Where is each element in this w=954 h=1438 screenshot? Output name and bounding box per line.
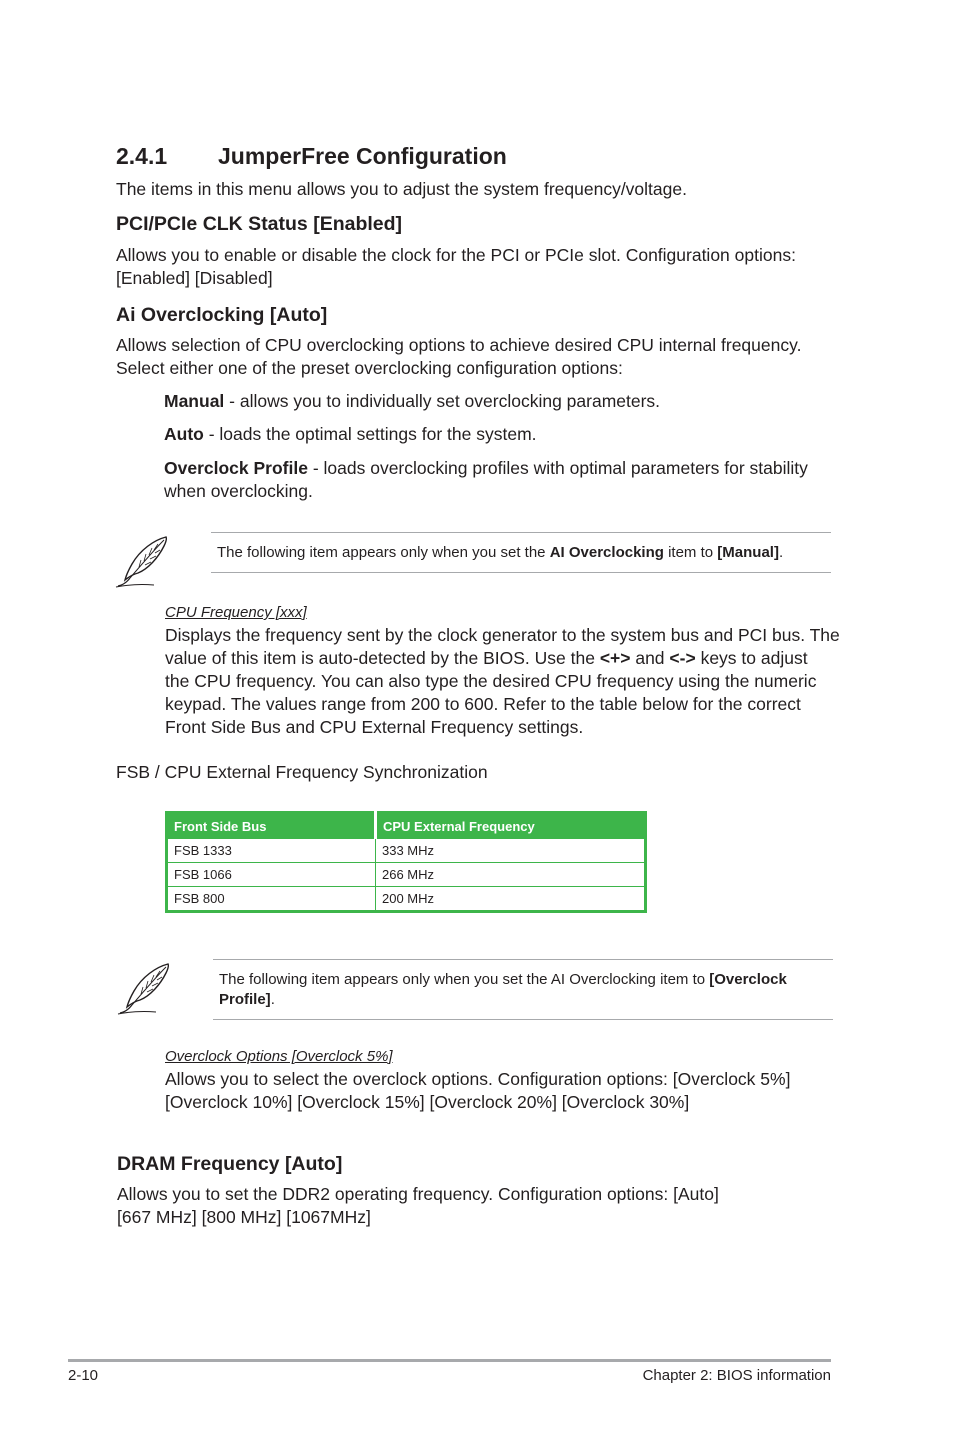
table-cell: FSB 800 bbox=[167, 887, 376, 912]
table-row bbox=[167, 839, 646, 863]
cpu-freq-line2 bbox=[165, 647, 845, 670]
note1-text bbox=[217, 543, 783, 563]
note1-top-rule bbox=[211, 532, 831, 533]
cpu-frequency-description bbox=[165, 624, 845, 739]
dram-line1: Allows you to set the DDR2 operating frequency. Configuration options: [Auto] bbox=[117, 1184, 719, 1204]
cpu-frequency-title: CPU Frequency [xxx] bbox=[165, 604, 307, 621]
note1-post: . bbox=[778, 544, 784, 561]
fsb-frequency-table bbox=[165, 811, 647, 913]
ai-overclocking-heading: Ai Overclocking [Auto] bbox=[116, 304, 328, 326]
note2-bold2: Profile] bbox=[219, 991, 271, 1008]
cpu-freq-line3: the CPU frequency. You can also type the desired CPU frequency using the numeric bbox=[165, 671, 817, 691]
cpu-freq-line2-and: and bbox=[630, 648, 670, 668]
table-header-row bbox=[167, 813, 646, 839]
note1-pre: The following item appears only when you set the bbox=[217, 544, 550, 561]
option-auto-desc: - loads the optimal settings for the system. bbox=[203, 424, 537, 444]
key-plus: <+> bbox=[599, 648, 631, 668]
section-title: JumperFree Configuration bbox=[218, 143, 507, 169]
note2-text bbox=[219, 970, 819, 1010]
option-manual-term: Manual bbox=[164, 391, 225, 411]
ai-overclocking-line2: Select either one of the preset overclocking configuration options: bbox=[116, 358, 623, 378]
option-profile-desc2: when overclocking. bbox=[164, 481, 313, 501]
option-profile-term: Overclock Profile bbox=[164, 458, 308, 478]
cpu-freq-line5: Front Side Bus and CPU External Frequency settings. bbox=[165, 717, 584, 737]
option-auto-term: Auto bbox=[164, 424, 204, 444]
note1-bold1: AI Overclocking bbox=[549, 544, 664, 561]
section-number: 2.4.1 bbox=[116, 143, 168, 169]
note1-bottom-rule bbox=[211, 572, 831, 573]
option-profile-desc1: - loads overclocking profiles with optimal parameters for stability bbox=[307, 458, 808, 478]
cpu-freq-line4: keypad. The values range from 200 to 600. Refer to the table below for the correct bbox=[165, 694, 801, 714]
dram-frequency-description bbox=[117, 1183, 817, 1229]
note2-pre: The following item appears only when you set the AI Overclocking item to bbox=[219, 971, 710, 988]
pci-clk-line1: Allows you to enable or disable the clock for the PCI or PCIe slot. Configuration options: bbox=[116, 245, 796, 265]
note1-mid: item to bbox=[663, 544, 718, 561]
option-manual-desc: - allows you to individually set overclocking parameters. bbox=[224, 391, 661, 411]
option-overclock-profile bbox=[164, 457, 844, 503]
note2-top-rule bbox=[213, 959, 833, 960]
pci-clk-line2: [Enabled] [Disabled] bbox=[116, 268, 273, 288]
option-auto bbox=[164, 423, 537, 446]
footer-chapter: Chapter 2: BIOS information bbox=[642, 1367, 831, 1384]
option-manual bbox=[164, 390, 660, 413]
note1-bold2: [Manual] bbox=[717, 544, 779, 561]
dram-line2: [667 MHz] [800 MHz] [1067MHz] bbox=[117, 1207, 371, 1227]
table-cell: 333 MHz bbox=[376, 839, 646, 863]
cpu-freq-line1: Displays the frequency sent by the clock generator to the system bus and PCI bus. The bbox=[165, 625, 840, 645]
dram-frequency-heading: DRAM Frequency [Auto] bbox=[117, 1153, 343, 1175]
note2-bold1: [Overclock bbox=[709, 971, 787, 988]
table-cell: 200 MHz bbox=[376, 887, 646, 912]
intro-text: The items in this menu allows you to adjust the system frequency/voltage. bbox=[116, 179, 687, 199]
feather-note-icon bbox=[116, 961, 174, 1017]
cpu-freq-line2-pre: value of this item is auto-detected by the BIOS. Use the bbox=[165, 648, 600, 668]
note2-bottom-rule bbox=[213, 1019, 833, 1020]
oc-options-line2: [Overclock 10%] [Overclock 15%] [Overclock 20%] [Overclock 30%] bbox=[165, 1092, 690, 1112]
table-row bbox=[167, 887, 646, 912]
table-cell: FSB 1333 bbox=[167, 839, 376, 863]
table-cell: 266 MHz bbox=[376, 863, 646, 887]
table-caption: FSB / CPU External Frequency Synchronization bbox=[116, 762, 488, 782]
table-header-fsb: Front Side Bus bbox=[167, 813, 376, 839]
note2-post: . bbox=[270, 991, 275, 1008]
feather-note-icon bbox=[114, 534, 172, 590]
pci-clk-heading: PCI/PCIe CLK Status [Enabled] bbox=[116, 213, 403, 235]
pci-clk-description bbox=[116, 244, 836, 290]
section-heading bbox=[116, 143, 507, 170]
table-row bbox=[167, 863, 646, 887]
key-minus: <-> bbox=[669, 648, 696, 668]
footer-page-number: 2-10 bbox=[68, 1367, 99, 1384]
cpu-freq-line2-post: keys to adjust bbox=[695, 648, 808, 668]
oc-options-line1: Allows you to select the overclock options. Configuration options: [Overclock 5%] bbox=[165, 1069, 791, 1089]
overclock-options-description bbox=[165, 1068, 845, 1114]
table-header-cpu-freq: CPU External Frequency bbox=[376, 813, 646, 839]
footer-rule bbox=[68, 1359, 831, 1362]
ai-overclocking-line1: Allows selection of CPU overclocking options to achieve desired CPU internal frequency. bbox=[116, 335, 802, 355]
overclock-options-title: Overclock Options [Overclock 5%] bbox=[165, 1048, 393, 1065]
ai-overclocking-description bbox=[116, 334, 836, 380]
table-cell: FSB 1066 bbox=[167, 863, 376, 887]
